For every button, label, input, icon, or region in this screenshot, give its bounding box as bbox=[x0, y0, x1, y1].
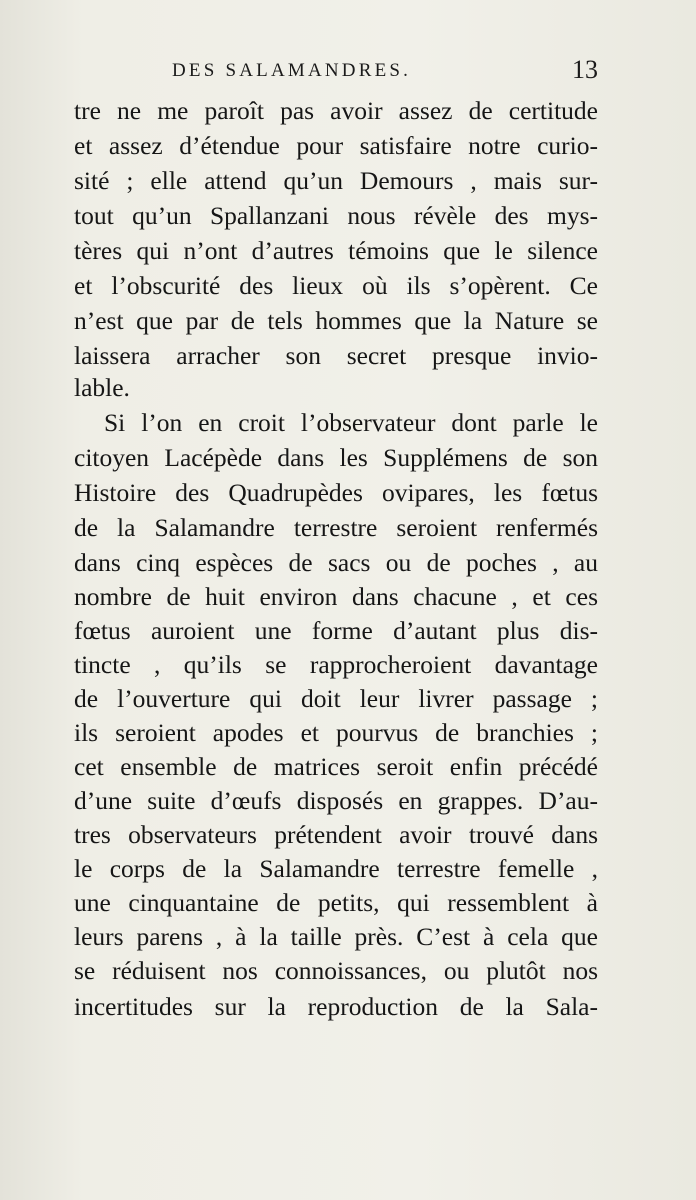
running-title: DES SALAMANDRES. bbox=[172, 60, 412, 81]
text-line: de la Salamandre terrestre seroient renfermés bbox=[74, 513, 598, 542]
text-line: fœtus auroient une forme d’autant plus dis- bbox=[74, 616, 598, 645]
text-line: nombre de huit environ dans chacune , et ces bbox=[74, 582, 598, 611]
text-line: d’une suite d’œufs disposés en grappes. D’au- bbox=[74, 786, 598, 815]
text-line: sité ; elle attend qu’un Demours , mais sur- bbox=[74, 166, 598, 195]
text-line: laissera arracher son secret presque invio- bbox=[74, 341, 598, 370]
text-line: lable. bbox=[74, 373, 130, 402]
text-line: leurs parens , à la taille près. C’est à cela que bbox=[74, 922, 598, 951]
text-line: citoyen Lacépède dans les Supplémens de son bbox=[74, 443, 598, 472]
text-line: tères qui n’ont d’autres témoins que le silence bbox=[74, 236, 598, 265]
text-line: de l’ouverture qui doit leur livrer passage ; bbox=[74, 684, 598, 713]
text-line: n’est que par de tels hommes que la Nature se bbox=[74, 306, 598, 335]
text-line: cet ensemble de matrices seroit enfin précédé bbox=[74, 752, 598, 781]
page-number: 13 bbox=[572, 55, 598, 84]
text-line: tincte , qu’ils se rapprocheroient davantage bbox=[74, 650, 598, 679]
text-line: incertitudes sur la reproduction de la Sala- bbox=[74, 992, 598, 1021]
text-line: ils seroient apodes et pourvus de branchies ; bbox=[74, 718, 598, 747]
paragraph-first-line: Si l’on en croit l’observateur dont parle le bbox=[104, 408, 598, 437]
text-line: le corps de la Salamandre terrestre femelle , bbox=[74, 854, 598, 883]
text-line: tres observateurs prétendent avoir trouvé dans bbox=[74, 820, 598, 849]
text-line: Histoire des Quadrupèdes ovipares, les fœtus bbox=[74, 478, 598, 507]
text-line: se réduisent nos connoissances, ou plutôt nos bbox=[74, 956, 598, 985]
text-line: et l’obscurité des lieux où ils s’opèrent. Ce bbox=[74, 271, 598, 300]
text-line: et assez d’étendue pour satisfaire notre curio- bbox=[74, 131, 598, 160]
text-line: tout qu’un Spallanzani nous révèle des mys- bbox=[74, 201, 598, 230]
text-line: dans cinq espèces de sacs ou de poches , au bbox=[74, 548, 598, 577]
text-line: tre ne me paroît pas avoir assez de certitude bbox=[74, 96, 598, 125]
text-line: une cinquantaine de petits, qui ressemblent à bbox=[74, 888, 598, 917]
